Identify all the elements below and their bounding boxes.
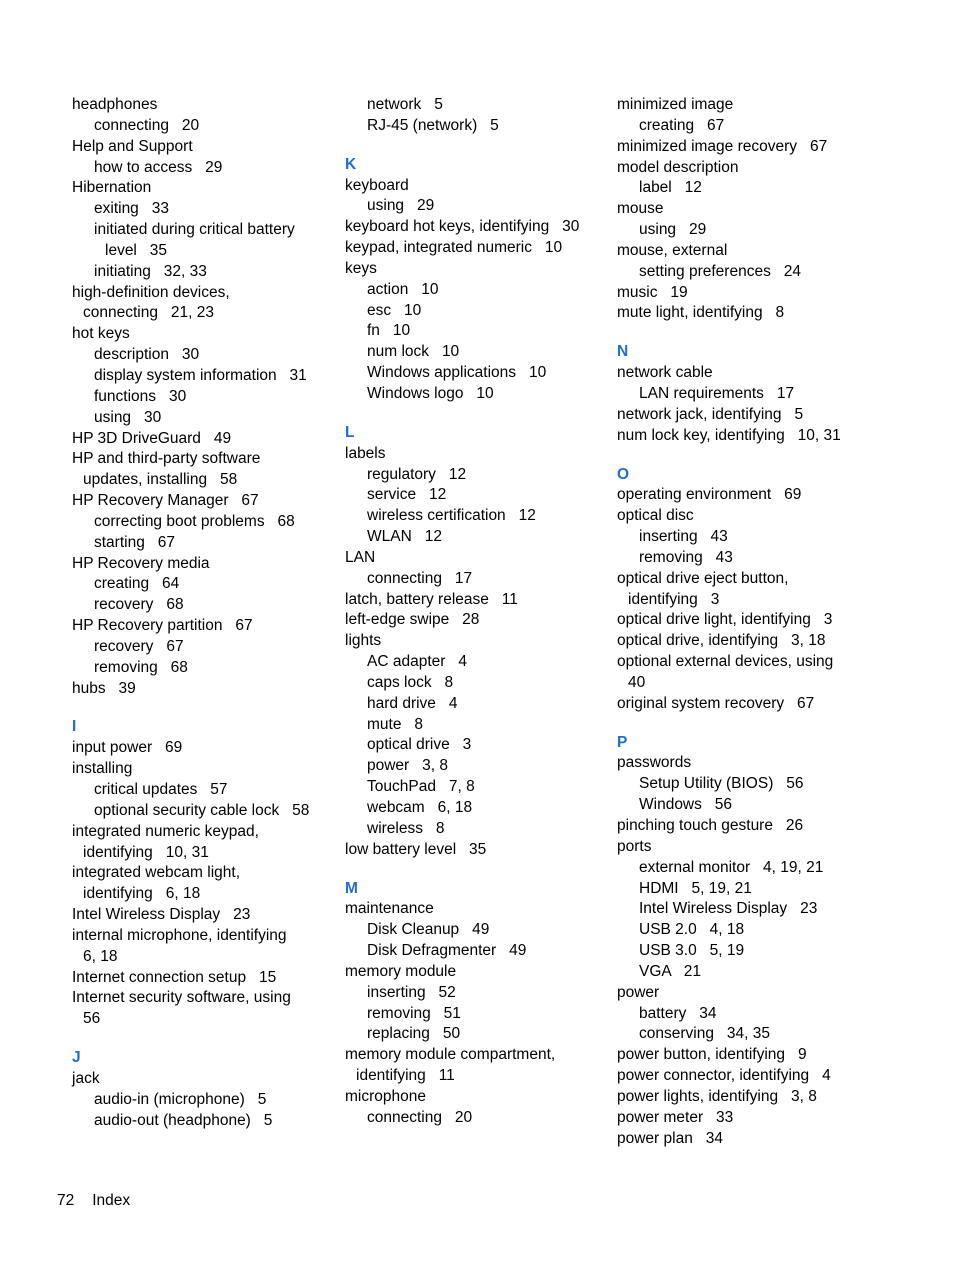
- index-column-3: [617, 95, 889, 1150]
- letter-heading: K: [345, 155, 357, 173]
- index-subentry: mute 8: [367, 715, 423, 733]
- index-entry: network jack, identifying 5: [617, 405, 804, 423]
- index-subentry: Windows applications 10: [367, 364, 547, 382]
- page-footer: [57, 1191, 148, 1211]
- index-entry: Hibernation: [72, 179, 152, 197]
- index-subentry: audio-out (headphone) 5: [94, 1111, 273, 1129]
- index-subentry: recovery 68: [94, 596, 184, 614]
- index-entry: low battery level 35: [345, 840, 487, 858]
- index-subentry: wireless certification 12: [367, 507, 536, 525]
- index-entry-continuation: 56: [83, 1010, 101, 1028]
- index-subentry-continuation: level 35: [105, 241, 168, 259]
- index-subentry: HDMI 5, 19, 21: [639, 879, 752, 897]
- index-entry: jack: [72, 1069, 100, 1087]
- index-entry: optical disc: [617, 507, 694, 525]
- index-subentry: initiated during critical battery: [94, 221, 295, 239]
- index-entry: power meter 33: [617, 1108, 734, 1126]
- index-subentry: using 29: [639, 221, 707, 239]
- index-subentry: creating 64: [94, 575, 180, 593]
- index-subentry: VGA 21: [639, 962, 702, 980]
- section-gap: [617, 324, 889, 342]
- index-entry: model description: [617, 158, 739, 176]
- index-subentry: correcting boot problems 68: [94, 512, 295, 530]
- section-gap: [617, 715, 889, 733]
- index-entry: Internet connection setup 15: [72, 968, 277, 986]
- letter-heading: J: [72, 1049, 81, 1067]
- index-entry: network cable: [617, 364, 713, 382]
- index-entry-continuation: 6, 18: [83, 947, 118, 965]
- index-entry-continuation: connecting 21, 23: [83, 304, 214, 322]
- index-entry: HP 3D DriveGuard 49: [72, 429, 232, 447]
- index-subentry: Windows 56: [639, 796, 733, 814]
- index-subentry: setting preferences 24: [639, 262, 801, 280]
- index-subentry: external monitor 4, 19, 21: [639, 858, 824, 876]
- section-gap: [345, 861, 617, 879]
- index-subentry: removing 68: [94, 658, 188, 676]
- index-entry: original system recovery 67: [617, 694, 815, 712]
- index-entry: music 19: [617, 283, 688, 301]
- index-subentry: conserving 34, 35: [639, 1025, 770, 1043]
- index-entry: Intel Wireless Display 23: [72, 906, 251, 924]
- index-entry: HP Recovery media: [72, 554, 210, 572]
- index-entry: power plan 34: [617, 1129, 723, 1147]
- index-subentry: creating 67: [639, 116, 725, 134]
- index-entry: mute light, identifying 8: [617, 304, 785, 322]
- index-subentry: starting 67: [94, 533, 175, 551]
- index-entry: installing: [72, 760, 133, 778]
- index-entry-continuation: identifying 6, 18: [83, 885, 201, 903]
- index-subentry: inserting 43: [639, 528, 728, 546]
- index-subentry: esc 10: [367, 301, 422, 319]
- index-entry: keyboard hot keys, identifying 30: [345, 218, 580, 236]
- letter-heading: O: [617, 465, 630, 483]
- index-subentry: WLAN 12: [367, 528, 442, 546]
- index-subentry: Disk Defragmenter 49: [367, 942, 527, 960]
- index-entry: headphones: [72, 96, 158, 113]
- index-subentry: using 30: [94, 408, 162, 426]
- index-entry-continuation: identifying 3: [628, 590, 720, 608]
- index-entry: input power 69: [72, 739, 183, 757]
- index-subentry: caps lock 8: [367, 673, 454, 691]
- index-subentry: description 30: [94, 346, 200, 364]
- index-subentry: battery 34: [639, 1004, 717, 1022]
- index-subentry: inserting 52: [367, 983, 456, 1001]
- index-subentry: fn 10: [367, 322, 411, 340]
- index-subentry: USB 2.0 4, 18: [639, 921, 745, 939]
- index-entry: operating environment 69: [617, 486, 802, 504]
- index-entry: optical drive, identifying 3, 18: [617, 632, 826, 650]
- index-subentry: display system information 31: [94, 366, 307, 384]
- letter-heading: P: [617, 733, 628, 751]
- index-subentry: regulatory 12: [367, 465, 467, 483]
- index-subentry: connecting 20: [367, 1108, 473, 1126]
- index-entry: keys: [345, 259, 377, 277]
- index-entry: HP Recovery partition 67: [72, 617, 253, 635]
- index-entry: power lights, identifying 3, 8: [617, 1087, 817, 1105]
- index-column-1: [72, 95, 344, 1132]
- index-entry: integrated webcam light,: [72, 864, 241, 882]
- index-entry: integrated numeric keypad,: [72, 822, 259, 840]
- index-subentry: network 5: [367, 96, 443, 113]
- index-entry: mouse, external: [617, 241, 728, 259]
- index-entry: LAN: [345, 548, 376, 566]
- index-subentry: connecting 20: [94, 116, 200, 134]
- section-gap: [345, 137, 617, 155]
- index-subentry: recovery 67: [94, 637, 184, 655]
- section-title: Index: [92, 1192, 131, 1209]
- index-subentry: Setup Utility (BIOS) 56: [639, 775, 804, 793]
- index-entry: power connector, identifying 4: [617, 1067, 831, 1085]
- index-entry: memory module compartment,: [345, 1046, 556, 1064]
- section-gap: [72, 1030, 344, 1048]
- index-entry: minimized image recovery 67: [617, 137, 828, 155]
- letter-heading: L: [345, 423, 355, 441]
- index-entry: mouse: [617, 200, 664, 218]
- index-entry: internal microphone, identifying: [72, 926, 287, 944]
- index-subentry: USB 3.0 5, 19: [639, 942, 745, 960]
- index-subentry: LAN requirements 17: [639, 384, 795, 402]
- page-number: 72: [57, 1192, 75, 1209]
- index-subentry: action 10: [367, 280, 439, 298]
- index-entry-continuation: identifying 10, 31: [83, 843, 209, 861]
- section-gap: [617, 447, 889, 465]
- index-entry: minimized image: [617, 96, 734, 113]
- index-entry: high-definition devices,: [72, 283, 230, 301]
- index-entry: optical drive eject button,: [617, 569, 789, 587]
- index-entry: latch, battery release 11: [345, 590, 518, 608]
- letter-heading: I: [72, 718, 77, 736]
- index-entry: microphone: [345, 1087, 426, 1105]
- index-subentry: audio-in (microphone) 5: [94, 1090, 267, 1108]
- index-entry: keypad, integrated numeric 10: [345, 239, 563, 257]
- section-gap: [345, 405, 617, 423]
- index-subentry: Windows logo 10: [367, 384, 494, 402]
- index-entry: hot keys: [72, 325, 130, 343]
- index-entry: Internet security software, using: [72, 989, 291, 1007]
- index-entry: lights: [345, 632, 382, 650]
- index-subentry: TouchPad 7, 8: [367, 778, 475, 796]
- index-column-2: [345, 95, 617, 1129]
- index-subentry: wireless 8: [367, 819, 445, 837]
- index-entry: HP and third-party software: [72, 450, 261, 468]
- index-entry: power button, identifying 9: [617, 1046, 807, 1064]
- index-entry: hubs 39: [72, 679, 136, 697]
- index-entry: passwords: [617, 754, 692, 772]
- index-entry: optical drive light, identifying 3: [617, 611, 833, 629]
- index-entry: labels: [345, 444, 386, 462]
- index-entry: power: [617, 983, 660, 1001]
- index-subentry: optional security cable lock 58: [94, 801, 310, 819]
- index-subentry: service 12: [367, 486, 447, 504]
- index-subentry: webcam 6, 18: [367, 799, 473, 816]
- index-subentry: Disk Cleanup 49: [367, 921, 490, 939]
- index-subentry: using 29: [367, 197, 435, 215]
- index-subentry: replacing 50: [367, 1025, 461, 1043]
- index-subentry: how to access 29: [94, 158, 223, 176]
- index-subentry: hard drive 4: [367, 694, 458, 712]
- index-entry: num lock key, identifying 10, 31: [617, 426, 841, 444]
- index-entry: keyboard: [345, 176, 409, 194]
- index-subentry: initiating 32, 33: [94, 262, 207, 280]
- index-entry-continuation: 40: [628, 673, 646, 691]
- index-entry: memory module: [345, 962, 457, 980]
- index-entry: left-edge swipe 28: [345, 611, 480, 629]
- index-entry: HP Recovery Manager 67: [72, 492, 259, 510]
- index-entry-continuation: identifying 11: [356, 1067, 455, 1085]
- index-subentry: removing 51: [367, 1004, 461, 1022]
- letter-heading: M: [345, 879, 358, 897]
- index-subentry: connecting 17: [367, 569, 473, 587]
- index-entry-continuation: updates, installing 58: [83, 471, 238, 489]
- index-subentry: Intel Wireless Display 23: [639, 900, 818, 918]
- index-subentry: exiting 33: [94, 200, 169, 218]
- index-subentry: optical drive 3: [367, 736, 472, 754]
- index-subentry: AC adapter 4: [367, 653, 467, 671]
- index-entry: optional external devices, using: [617, 653, 834, 671]
- index-subentry: RJ-45 (network) 5: [367, 116, 499, 134]
- index-entry: maintenance: [345, 900, 434, 918]
- index-entry: Help and Support: [72, 137, 193, 155]
- section-gap: [72, 699, 344, 717]
- index-subentry: label 12: [639, 179, 702, 197]
- index-subentry: critical updates 57: [94, 781, 228, 798]
- index-subentry: functions 30: [94, 387, 187, 405]
- index-subentry: power 3, 8: [367, 757, 448, 775]
- index-subentry: num lock 10: [367, 343, 460, 361]
- letter-heading: N: [617, 343, 629, 361]
- index-entry: ports: [617, 837, 652, 855]
- index-entry: pinching touch gesture 26: [617, 817, 804, 834]
- index-subentry: removing 43: [639, 548, 733, 566]
